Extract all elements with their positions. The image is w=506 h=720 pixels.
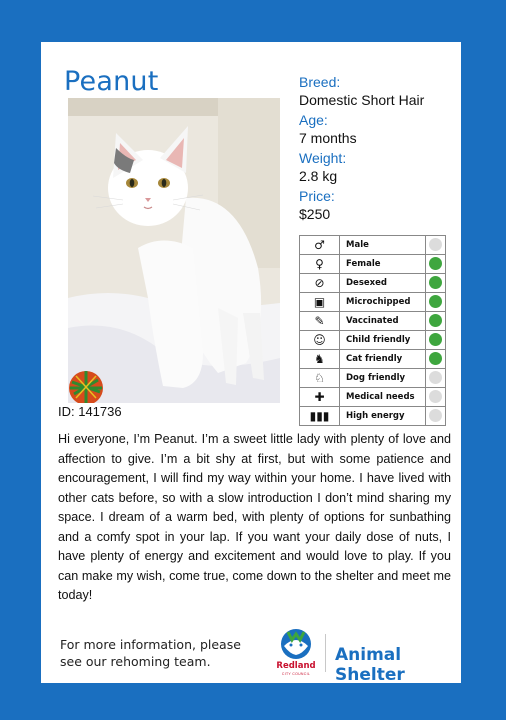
price-label: Price:: [299, 188, 335, 204]
attribute-row: [300, 350, 446, 369]
pet-name: Peanut: [64, 66, 159, 97]
attribute-row: [300, 236, 446, 255]
footer-divider: [325, 634, 326, 672]
logo-city: Redland: [276, 661, 316, 671]
status-dot-active: [429, 333, 442, 346]
attribute-row: [300, 407, 446, 426]
male-icon: ♂: [300, 236, 340, 255]
attribute-row: [300, 312, 446, 331]
attribute-label: Microchipped: [340, 293, 426, 312]
attribute-row: [300, 274, 446, 293]
breed-value: Domestic Short Hair: [299, 92, 425, 108]
status-dot-inactive: [429, 409, 442, 422]
pet-bio: Hi everyone, I’m Peanut. I’m a sweet little lady with plenty of love and affection to give. I’m a bit shy at first, but with some patience and encouragement, I will find my way within your home. I have lived with other cats before, so with a slow introduction I don’t mind sharing my space. I dream of a warm bed, with plenty of options for sunbathing and a comfy spot in your lap. If you want your daily dose of nuts, I have plenty of energy and excitement and would love to play. If you can make my wish, come true, come down to the shelter and meet me today!: [58, 432, 451, 602]
status-dot-active: [429, 257, 442, 270]
battery-icon: ▮▮▮: [300, 407, 340, 426]
shelter-title: Animal Shelter: [335, 645, 405, 685]
attribute-row: [300, 255, 446, 274]
medical-cross-icon: ✚: [300, 388, 340, 407]
attribute-label: High energy: [340, 407, 426, 426]
attribute-label: Vaccinated: [340, 312, 426, 331]
footer-info: [60, 636, 241, 670]
attribute-label: Cat friendly: [340, 350, 426, 369]
status-dot-active: [429, 295, 442, 308]
attribute-label: Child friendly: [340, 331, 426, 350]
desexed-icon: ⊘: [300, 274, 340, 293]
attribute-label: Dog friendly: [340, 369, 426, 388]
logo-sub: CITY COUNCIL: [281, 672, 311, 676]
adoption-card: [41, 42, 461, 683]
status-dot-active: [429, 276, 442, 289]
breed-label: Breed:: [299, 74, 341, 90]
attribute-label: Desexed: [340, 274, 426, 293]
attribute-row: [300, 293, 446, 312]
cat-icon: ♞: [300, 350, 340, 369]
age-label: Age:: [299, 112, 328, 128]
price-value: $250: [299, 206, 331, 222]
weight-label: Weight:: [299, 150, 347, 166]
status-dot-active: [429, 314, 442, 327]
status-dot-active: [429, 352, 442, 365]
attributes-table: [299, 235, 446, 426]
attribute-row: [300, 388, 446, 407]
status-dot-inactive: [429, 238, 442, 251]
footer-info-line2: see our rehoming team.: [60, 654, 211, 669]
dog-icon: ♘: [300, 369, 340, 388]
attribute-label: Medical needs: [340, 388, 426, 407]
footer-info-line1: For more information, please: [60, 637, 241, 652]
child-icon: ☺: [300, 331, 340, 350]
attribute-label: Female: [340, 255, 426, 274]
pet-info: [299, 73, 459, 225]
syringe-icon: ✎: [300, 312, 340, 331]
age-value: 7 months: [299, 130, 357, 146]
status-dot-inactive: [429, 390, 442, 403]
status-dot-inactive: [429, 371, 442, 384]
pet-photo: [68, 98, 280, 403]
pet-id: ID: 141736: [58, 404, 122, 419]
attribute-row: [300, 331, 446, 350]
attribute-row: [300, 369, 446, 388]
female-icon: ♀: [300, 255, 340, 274]
weight-value: 2.8 kg: [299, 168, 338, 184]
attribute-label: Male: [340, 236, 426, 255]
microchip-icon: ▣: [300, 293, 340, 312]
